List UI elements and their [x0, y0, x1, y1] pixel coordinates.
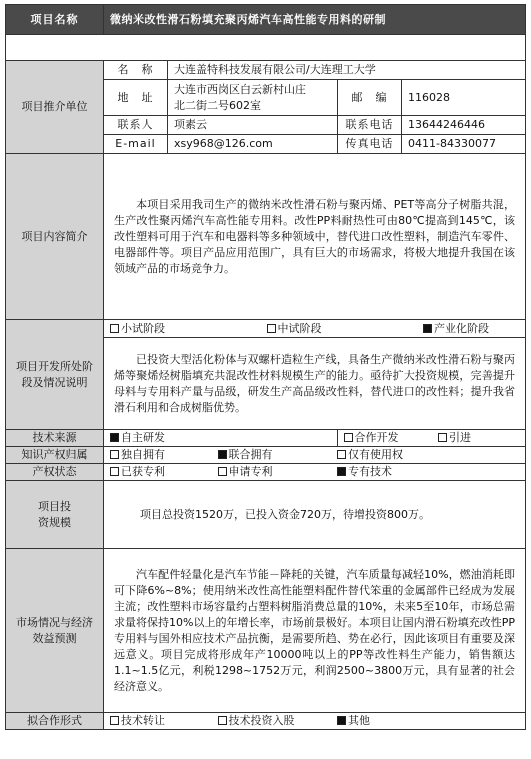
fax-label: 传真电话 [338, 135, 402, 154]
checkbox-checked-icon [337, 716, 346, 725]
cooperation-options [104, 713, 526, 730]
market-text: 汽车配件轻量化是汽车节能－降耗的关键，汽车质量每减轻10%，燃油消耗即可下降6%~8%；使用纳米改性高性能塑料配件替代笨重的金属部件已经成为发展主流；改性塑料市场容量约占塑料树脂消费总量的10%，未来5至10年，市场总需求量将保持10%以上的年增长率，市场前景极好。本项目让国内滑石粉填充改性PP专用料与国外相应技术产品抗衡，是需要所趋、势在必行，因此该项目有重要及深远意义。项目完成将形成年产10000吨以上的PP等改性料生产能力，销售额达1.1~1.5亿元，利税1298~1752万元，利润2500~3800万元，具有显著的社会经济意义。 [104, 549, 526, 713]
tech-option-joint[interactable]: 合作开发 [344, 430, 399, 446]
investment-label: 项目投 资规模 [6, 481, 104, 549]
postcode-label: 邮 编 [338, 80, 402, 116]
checkbox-icon [438, 433, 447, 442]
checkbox-checked-icon [337, 467, 346, 476]
ip-label: 知识产权归属 [6, 447, 104, 464]
stage-option-pilot-small[interactable]: 小试阶段 [110, 321, 165, 337]
blank-row [6, 35, 526, 61]
checkbox-icon [110, 716, 119, 725]
fax-value: 0411-84330077 [402, 135, 526, 154]
address-line2: 北二街二号602室 [174, 98, 261, 112]
investment-text: 项目总投资1520万，已投入资金720万，待增投资800万。 [104, 481, 526, 549]
ip-option-joint[interactable]: 联合拥有 [218, 447, 334, 463]
property-options [104, 464, 526, 481]
stage-label: 项目开发所处阶段及情况说明 [6, 320, 104, 430]
checkbox-checked-icon [423, 324, 432, 333]
ip-option-use[interactable]: 仅有使用权 [337, 447, 403, 463]
property-option-granted[interactable]: 已获专利 [110, 464, 214, 480]
intro-text: 本项目采用我司生产的微纳米改性滑石粉与聚丙烯、PET等高分子树脂共混，生产改性聚丙烯汽车高性能专用料。改性PP料耐热性可由80℃提高到145℃，该改性塑料可用于汽车和电器料等多种领域中，替代进口改性塑料，制造汽车零件、电器部件等。项目产品应用范围广，具有巨大的市场需求，将极大地提升我国在该领域产品的市场竞争力。 [104, 154, 526, 320]
project-title: 微纳米改性滑石粉填充聚丙烯汽车高性能专用料的研制 [104, 5, 526, 35]
property-label: 产权状态 [6, 464, 104, 481]
checkbox-icon [110, 467, 119, 476]
stage-options [104, 320, 526, 338]
postcode-value: 116028 [402, 80, 526, 116]
contact-label: 联系人 [104, 116, 168, 135]
tech-source-label: 技术来源 [6, 430, 104, 447]
project-table [5, 4, 526, 730]
email-label: E-mail [104, 135, 168, 154]
stage-option-pilot-mid[interactable]: 中试阶段 [267, 321, 322, 337]
checkbox-icon [110, 324, 119, 333]
checkbox-icon [267, 324, 276, 333]
coop-option-other[interactable]: 其他 [337, 713, 370, 729]
stage-option-industrial[interactable]: 产业化阶段 [423, 321, 489, 337]
tech-option-group [354, 430, 526, 447]
checkbox-icon [344, 433, 353, 442]
ip-options [104, 447, 526, 464]
tech-option-self[interactable]: 自主研发 [104, 430, 338, 447]
coop-option-equity[interactable]: 技术投资入股 [218, 713, 334, 729]
unit-name-label: 名 称 [104, 61, 168, 80]
unit-name-value: 大连盖特科技发展有限公司/大连理工大学 [168, 61, 526, 80]
property-option-proprietary[interactable]: 专有技术 [337, 464, 392, 480]
ip-option-sole[interactable]: 独自拥有 [110, 447, 214, 463]
unit-label: 项目推介单位 [6, 61, 104, 154]
property-option-pending[interactable]: 申请专利 [218, 464, 334, 480]
checkbox-icon [218, 716, 227, 725]
email-value: xsy968@126.com [168, 135, 338, 154]
checkbox-icon [110, 450, 119, 459]
address-label: 地 址 [104, 80, 168, 116]
address-line1: 大连市西岗区白云新村山庄 [174, 82, 306, 96]
checkbox-checked-icon [218, 450, 227, 459]
address-value [168, 80, 338, 116]
checkbox-icon [337, 450, 346, 459]
checkbox-checked-icon [110, 433, 119, 442]
checkbox-icon [218, 467, 227, 476]
contact-value: 项素云 [168, 116, 338, 135]
phone-value: 13644246446 [402, 116, 526, 135]
market-label: 市场情况与经济效益预测 [6, 549, 104, 713]
phone-label: 联系电话 [338, 116, 402, 135]
stage-text: 已投资大型活化粉体与双螺杆造粒生产线，具备生产微纳米改性滑石粉与聚丙烯等聚烯烃树脂填充共混改性材料规模生产的能力。亟待扩大投资规模，完善提升母料与专用料产量与品级，研发生产高品级改性料，替代进口的改性料；提升我省滑石利用和合成树脂优势。 [104, 338, 526, 430]
tech-option-import[interactable]: 引进 [438, 430, 471, 446]
cooperation-label: 拟合作形式 [6, 713, 104, 730]
coop-option-transfer[interactable]: 技术转让 [110, 713, 214, 729]
project-name-label: 项目名称 [6, 5, 104, 35]
intro-label: 项目内容简介 [6, 154, 104, 320]
